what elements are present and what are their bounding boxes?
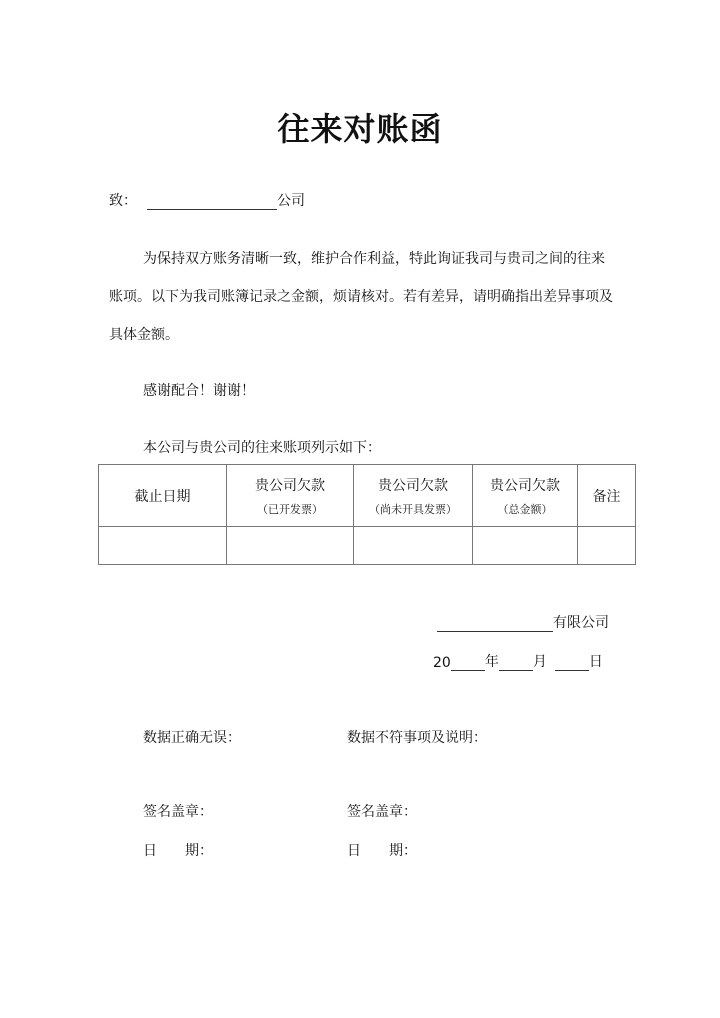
table-intro: 本公司与贵公司的往来账项列示如下： (143, 440, 381, 456)
header-total-debt: 贵公司欠款 （总金额） (473, 465, 578, 527)
thanks-text: 感谢配合！谢谢！ (143, 383, 255, 399)
right-signature-label: 签名盖章： (347, 804, 417, 820)
header-remarks: 备注 (578, 465, 636, 527)
month-blank (499, 654, 533, 671)
table-cell (473, 527, 578, 565)
right-discrepancy-label: 数据不符事项及说明： (347, 730, 487, 746)
table-cell (99, 527, 227, 565)
recipient-blank (147, 193, 277, 210)
recipient-line (109, 190, 305, 210)
date-year-label: 年 (484, 654, 499, 670)
body-paragraph: 为保持双方账务清晰一致，维护合作利益，特此询证我司与贵司之间的往来账项。以下为我司账簿记录之金额，烦请核对。若有差异，请明确指出差异事项及具体金额。 (109, 251, 613, 343)
right-date-label: 日 期： (347, 843, 417, 859)
issue-date-line (433, 651, 603, 671)
reconciliation-table (98, 464, 636, 565)
company-name-blank (437, 615, 553, 632)
date-month-label: 月 (532, 654, 547, 670)
date-prefix: 20 (433, 655, 451, 671)
date-day-label: 日 (588, 654, 603, 670)
header-cutoff-date: 截止日期 (99, 465, 227, 527)
table-cell (578, 527, 636, 565)
company-suffix: 有限公司 (553, 615, 609, 631)
header-uninvoiced-debt: 贵公司欠款 （尚未开具发票） (354, 465, 473, 527)
recipient-prefix: 致： (109, 193, 137, 209)
company-signature-line (437, 612, 609, 632)
left-confirm-label: 数据正确无误： (143, 730, 241, 746)
table-header-row (99, 465, 636, 527)
table-cell (227, 527, 354, 565)
document-title: 往来对账函 (277, 110, 443, 148)
recipient-suffix: 公司 (277, 193, 305, 209)
header-invoiced-debt: 贵公司欠款 （已开发票） (227, 465, 354, 527)
table-cell (354, 527, 473, 565)
day-blank (555, 654, 589, 671)
year-blank (451, 654, 485, 671)
table-row (99, 527, 636, 565)
left-signature-label: 签名盖章： (143, 804, 213, 820)
left-date-label: 日 期： (143, 843, 213, 859)
